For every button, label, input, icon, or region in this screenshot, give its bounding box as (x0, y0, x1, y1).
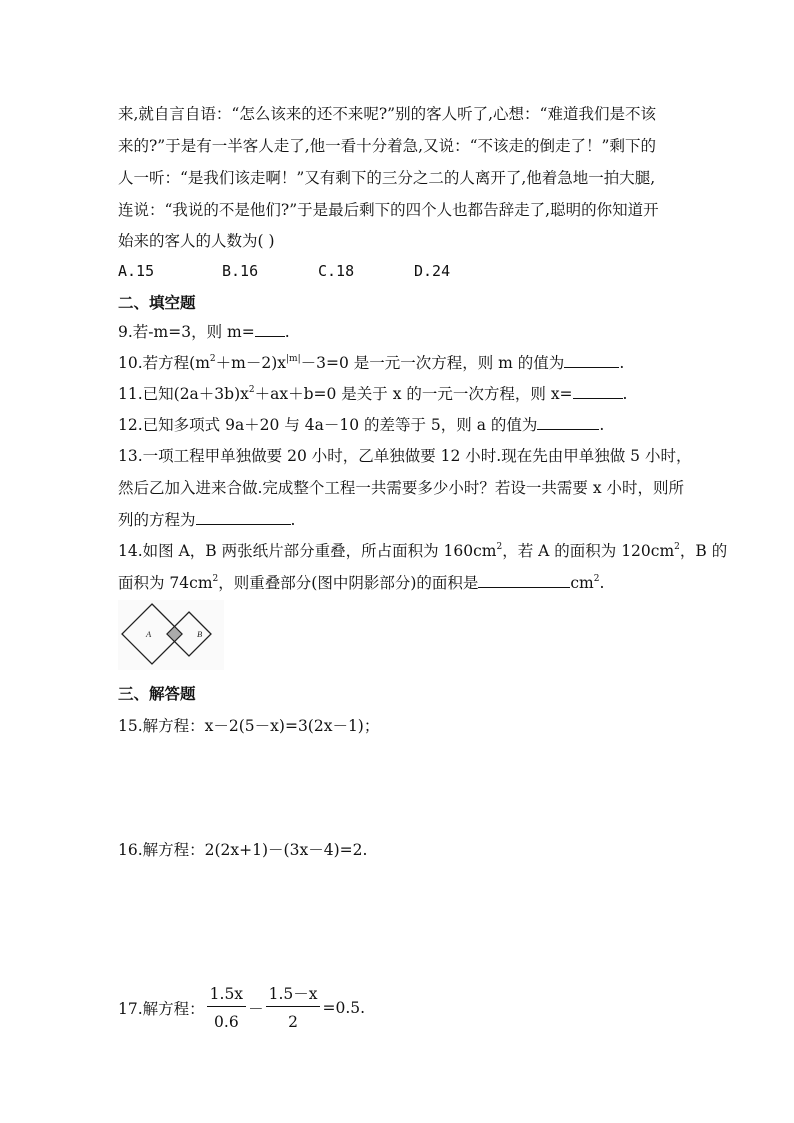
question-14-line-2 (118, 573, 604, 593)
label-b: B (197, 629, 203, 639)
q14-text-d: 面积为 74cm (118, 574, 213, 592)
q14-text-a: 14.如图 A，B 两张纸片部分重叠，所占面积为 160cm (118, 542, 497, 560)
q14-unit-sq-2: 2 (674, 542, 680, 552)
q9-end: . (284, 323, 290, 341)
option-c: C.18 (318, 262, 355, 280)
minus-sign: － (248, 1000, 264, 1018)
section-title-fill-in: 二、填空题 (118, 294, 196, 312)
q10-square: 2 (209, 354, 216, 364)
q17-text: 17.解方程： (118, 1000, 205, 1018)
overlap-squares-figure (118, 600, 224, 670)
q12-text: 12.已知多项式 9a＋20 与 4a－10 的差等于 5，则 a 的值为 (118, 416, 538, 434)
q11-square: 2 (248, 385, 255, 395)
story-line-1: 来,就自言自语：“怎么该来的还不来呢?”别的客人听了,心想：“难道我们是不该 (118, 105, 656, 123)
answer-blank (573, 384, 623, 399)
q14-text-c: ，B 的 (679, 542, 728, 560)
q14-unit-sq-3: 2 (212, 574, 219, 584)
question-10 (118, 353, 624, 373)
answer-blank (255, 322, 285, 337)
overlap-squares-svg (118, 600, 224, 670)
q11-end: . (622, 385, 628, 403)
q10-text-c: －3=0 是一元一次方程，则 m 的值为 (300, 354, 565, 372)
question-9 (118, 322, 290, 342)
option-b: B.16 (222, 262, 259, 280)
section-title-solve: 三、解答题 (118, 685, 196, 703)
q10-exponent: |m| (286, 354, 301, 364)
story-line-4: 连说：“我说的不是他们?”于是最后剩下的四个人也都告辞走了,聪明的你知道开 (118, 201, 659, 219)
answer-blank (478, 573, 570, 588)
q14-text-e: ，则重叠部分(图中阴影部分)的面积是 (218, 574, 479, 592)
question-13-line-3 (118, 510, 295, 530)
q14-end: . (599, 574, 605, 592)
fraction-1-numerator: 1.5x (207, 985, 246, 1007)
q13-text: 列的方程为 (118, 511, 196, 529)
q10-end: . (619, 354, 625, 372)
question-17 (118, 985, 365, 1031)
label-a: A (146, 629, 152, 639)
fraction-1-denominator: 0.6 (214, 1013, 239, 1031)
q12-end: . (599, 416, 605, 434)
answer-blank (564, 353, 619, 368)
option-a: A.15 (118, 262, 155, 280)
question-14-line-1 (118, 541, 727, 561)
q13-end: . (290, 511, 296, 529)
fraction-2 (266, 985, 321, 1031)
q14-text-b: ，若 A 的面积为 120cm (502, 542, 675, 560)
story-line-2: 来的?”于是有一半客人走了,他一看十分着急,又说：“不该走的倒走了！”剩下的 (118, 137, 656, 155)
question-12 (118, 415, 604, 435)
fraction-1 (207, 985, 246, 1031)
q10-text-b: ＋m－2)x (215, 354, 286, 372)
q10-text-a: 10.若方程(m (118, 354, 210, 372)
q9-text: 9.若-m=3，则 m= (118, 323, 255, 341)
answer-blank (196, 510, 291, 525)
question-13-line-2: 然后乙加入进来合做.完成整个工程一共需要多少小时？若设一共需要 x 小时，则所 (118, 479, 685, 497)
q11-text-a: 11.已知(2a＋3b)x (118, 385, 249, 403)
story-line-3: 人一听：“是我们该走啊！”又有剩下的三分之二的人离开了,他着急地一拍大腿, (118, 169, 656, 187)
q14-unit: cm (570, 574, 594, 592)
question-11 (118, 384, 627, 404)
q17-end: =0.5. (322, 999, 366, 1017)
q11-text-b: ＋ax＋b=0 是关于 x 的一元一次方程，则 x= (254, 385, 573, 403)
option-d: D.24 (414, 262, 451, 280)
answer-blank (537, 415, 599, 430)
question-13-line-1: 13.一项工程甲单独做要 20 小时，乙单独做要 12 小时.现在先由甲单独做 5 小时， (118, 447, 692, 465)
fraction-2-denominator: 2 (288, 1013, 298, 1031)
question-16: 16.解方程：2(2x+1)－(3x－4)=2. (118, 841, 368, 859)
fraction-2-numerator: 1.5－x (266, 985, 321, 1007)
q14-unit-sq-1: 2 (496, 542, 503, 552)
q14-unit-sq-4: 2 (593, 574, 600, 584)
story-line-5: 始来的客人的人数为( ) (118, 232, 275, 250)
question-15: 15.解方程：x－2(5－x)=3(2x－1)； (118, 717, 380, 735)
